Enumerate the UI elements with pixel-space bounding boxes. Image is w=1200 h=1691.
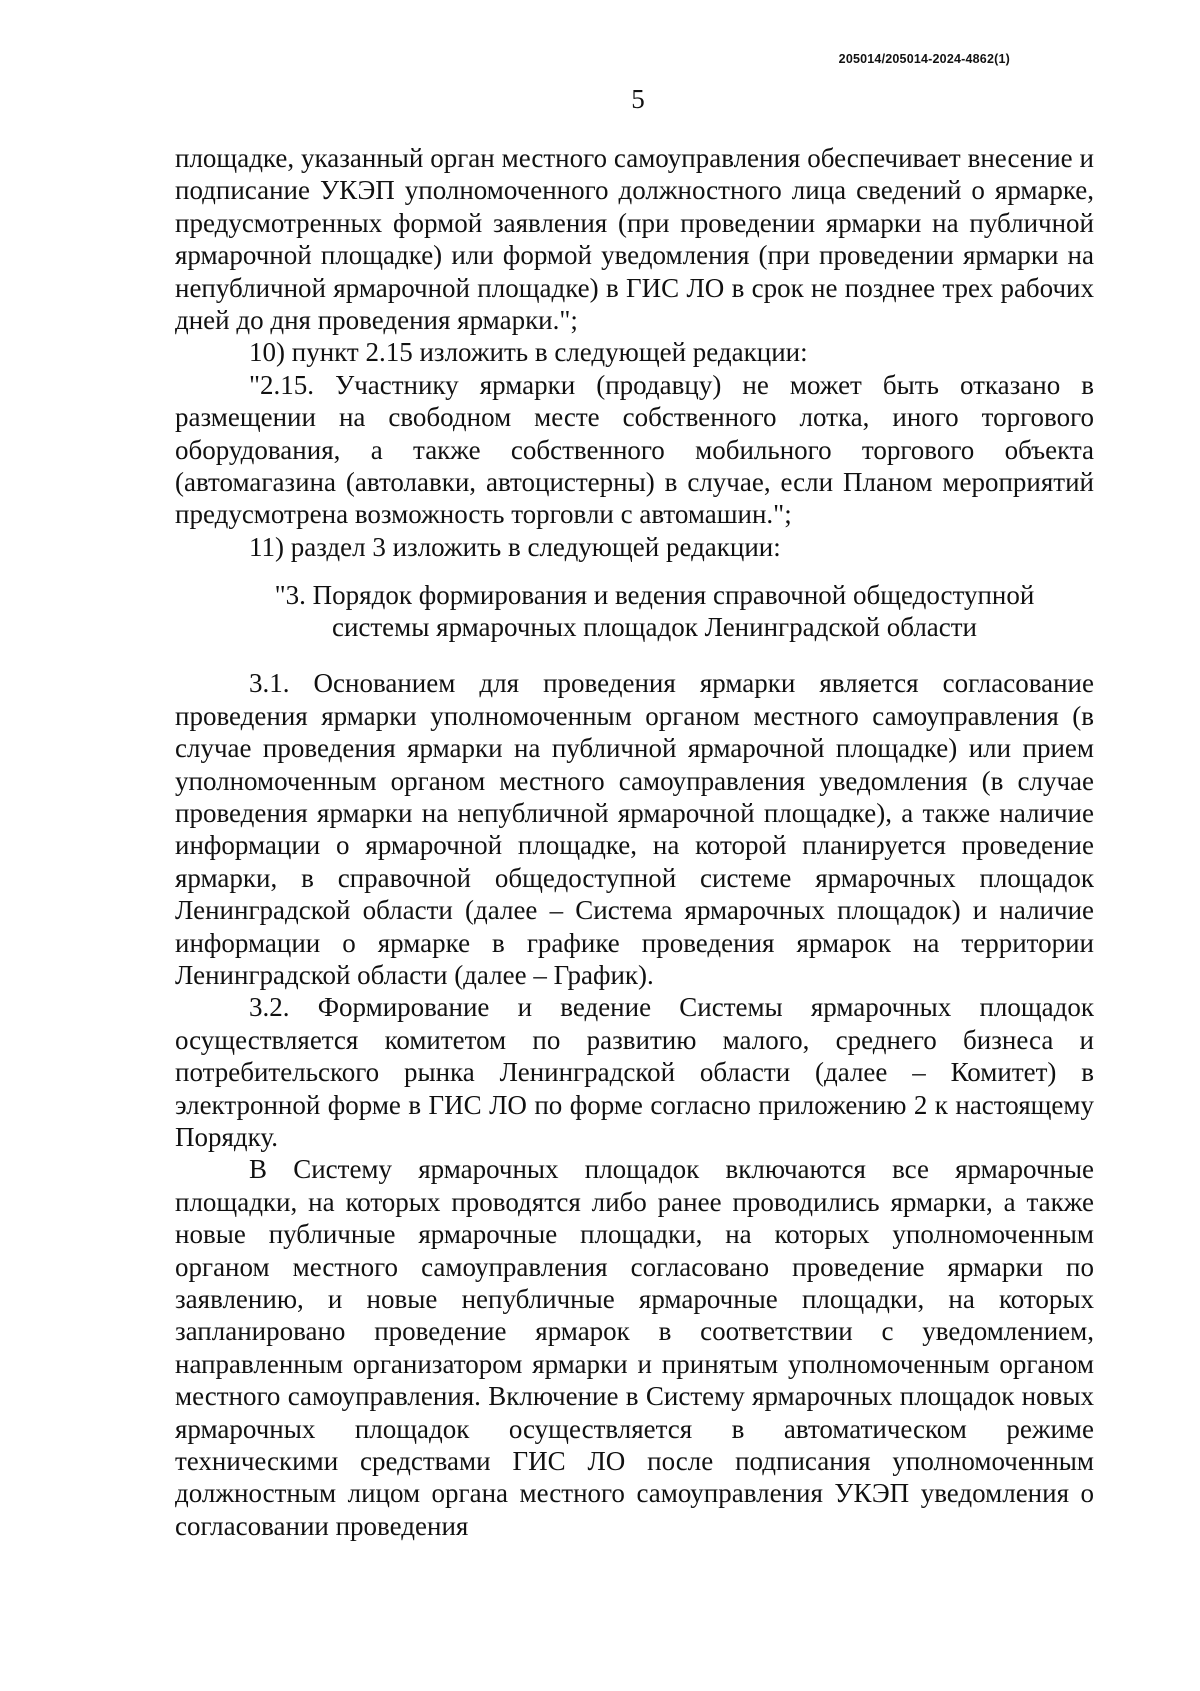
paragraph-item-11: 11) раздел 3 изложить в следующей редакции: xyxy=(249,531,781,562)
page-number: 5 xyxy=(631,84,645,114)
paragraph-continuation: площадке, указанный орган местного самоуправления обеспечивает внесение и подписание УКЭП уполномоченного должностного лица сведений о ярмарке, предусмотренных формой заявления (при проведении ярмарки на публичной ярмарочной площадке) или формой уведомления (при проведении ярмарки на непубличной ярмарочной площадке) в ГИС ЛО в срок не позднее трех рабочих дней до дня проведения ярмарки."; xyxy=(175,143,1094,336)
section-heading-line-2: системы ярмарочных площадок Ленинградской области xyxy=(331,612,978,643)
section-heading xyxy=(175,579,1094,643)
document-id: 205014/205014-2024-4862(1) xyxy=(838,52,1010,66)
paragraph-system-inclusion: В Систему ярмарочных площадок включаются все ярмарочные площадки, на которых проводятся либо ранее проводились ярмарки, а также новые публичные ярмарочные площадки, на которых уполномоченным органом местного самоуправления согласовано проведение ярмарки по заявлению, и новые непубличные ярмарочные площадки, на которых запланировано проведение ярмарок в соответствии с уведомлением, направленным организатором ярмарки и принятым уполномоченным органом местного самоуправления. Включение в Систему ярмарочных площадок новых ярмарочных площадок осуществляется в автоматическом режиме техническими средствами ГИС ЛО после подписания уполномоченным должностным лицом органа местного самоуправления УКЭП уведомления о согласовании проведения xyxy=(175,1154,1094,1541)
paragraph-clause-2-15: "2.15. Участнику ярмарки (продавцу) не может быть отказано в размещении на свободном месте собственного лотка, иного торгового оборудования, а также собственного мобильного торгового объекта (автомагазина (автолавки, автоцистерны) в случае, если Планом мероприятий предусмотрена возможность торговли с автомашин."; xyxy=(175,369,1094,530)
document-body xyxy=(175,142,1094,1542)
paragraph-item-10: 10) пункт 2.15 изложить в следующей редакции: xyxy=(249,337,808,368)
section-heading-line-1: "3. Порядок формирования и ведения справочной общедоступной xyxy=(274,580,1035,611)
paragraph-clause-3-2: 3.2. Формирование и ведение Системы ярмарочных площадок осуществляется комитетом по развитию малого, среднего бизнеса и потребительского рынка Ленинградской области (далее – Комитет) в электронной форме в ГИС ЛО по форме согласно приложению 2 к настоящему Порядку. xyxy=(175,992,1094,1152)
paragraph-clause-3-1: 3.1. Основанием для проведения ярмарки является согласование проведения ярмарки уполномоченным органом местного самоуправления (в случае проведения ярмарки на публичной ярмарочной площадке) или прием уполномоченным органом местного самоуправления уведомления (в случае проведения ярмарки на непубличной ярмарочной площадке), а также наличие информации о ярмарочной площадке, на которой планируется проведение ярмарки, в справочной общедоступной системе ярмарочных площадок Ленинградской области (далее – Система ярмарочных площадок) и наличие информации о ярмарке в графике проведения ярмарок на территории Ленинградской области (далее – График). xyxy=(175,668,1094,990)
